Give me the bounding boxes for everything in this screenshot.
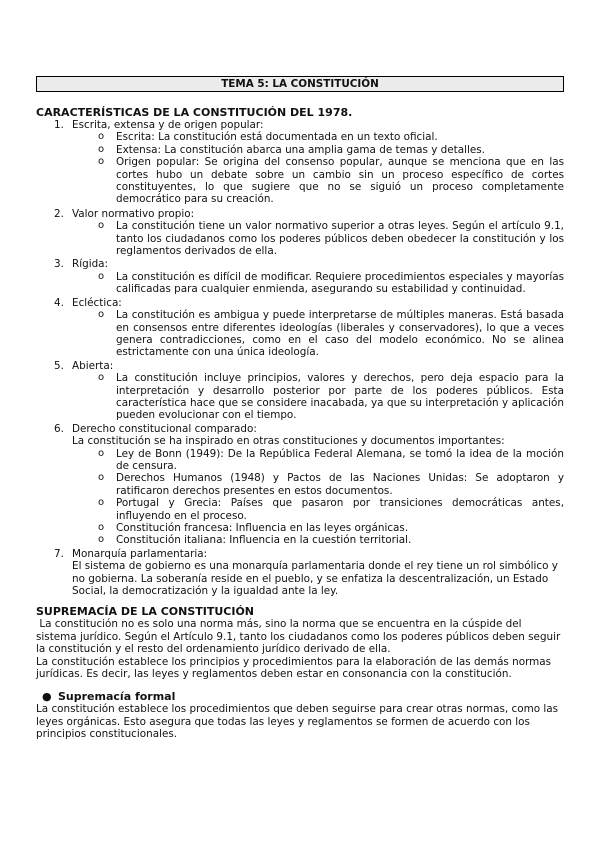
subheading-supremacia-formal [42, 690, 564, 704]
bullet-icon: ● [42, 690, 52, 704]
section-heading-caracteristicas: CARACTERÍSTICAS DE LA CONSTITUCIÓN DEL 1978. [36, 106, 353, 119]
list-number: 3. [54, 258, 64, 271]
list-item-intro: La constitución se ha inspirado en otras constituciones y documentos importantes: [72, 435, 505, 448]
sub-list-item [98, 522, 564, 534]
circle-bullet-icon: o [98, 156, 105, 168]
sub-list-item [98, 270, 564, 296]
sub-list-item [98, 156, 564, 206]
sub-list [72, 271, 564, 296]
circle-bullet-icon: o [98, 447, 105, 459]
circle-bullet-icon: o [98, 372, 105, 384]
circle-bullet-icon: o [98, 143, 105, 155]
circle-bullet-icon: o [98, 497, 105, 509]
list-number: 2. [54, 207, 64, 220]
paragraph: La constitución no es solo una norma más, sino la norma que se encuentra en la cúspide del sistema jurídico. Según el Artículo 9.1, tanto los ciudadanos como los poderes públicos deben seguir la constitución y el resto del ordenamiento jurídico derivado de ella. [36, 618, 564, 656]
list-item [54, 547, 564, 598]
list-item-label: Rígida: [72, 258, 109, 271]
circle-bullet-icon: o [98, 270, 105, 282]
circle-bullet-icon: o [98, 220, 105, 232]
sub-list-text: Portugal y Grecia: Países que pasaron por transiciones democráticas antes, influyendo en el proceso. [116, 497, 564, 522]
sub-list-text: Constitución francesa: Influencia en las leyes orgánicas. [116, 522, 409, 534]
list-item-intro: El sistema de gobierno es una monarquía parlamentaria donde el rey tiene un rol simbólico y no gobierna. La soberanía reside en el pueblo, y se enfatiza la descentralización, un Estado Social, la democratización y la igualdad ante la ley. [72, 560, 558, 598]
sub-list-text: Origen popular: Se origina del consenso popular, aunque se menciona que en las cortes hubo un debate sobre un cambio sin un proceso específico de cortes constituyentes, lo que sugiere que no se siguió un proceso completamente democrático para su creación. [116, 156, 564, 206]
sub-list-item [98, 472, 564, 497]
characteristics-list [36, 119, 564, 597]
sub-list-text: La constitución incluye principios, valores y derechos, pero deja espacio para la interpretación y desarrollo posterior por parte de los poderes públicos. Esta característica hace que se considere inacabada, ya que su interpretación y aplicación pueden evolucionar con el tiempo. [116, 372, 564, 422]
sub-list-item [98, 143, 564, 156]
list-item-label: Escrita, extensa y de origen popular: [72, 119, 264, 131]
sub-list [72, 220, 564, 257]
list-number: 4. [54, 296, 64, 309]
sub-list-text: Derechos Humanos (1948) y Pactos de las Naciones Unidas: Se adoptaron y ratificaron derechos presentes en estos documentos. [116, 472, 564, 497]
list-item-label: Ecléctica: [72, 296, 122, 309]
subheading-label: Supremacía formal [58, 690, 176, 704]
sub-list [72, 309, 564, 359]
list-number: 6. [54, 422, 64, 435]
section-heading-supremacia: SUPREMACÍA DE LA CONSTITUCIÓN [36, 605, 255, 619]
sub-list-text: Ley de Bonn (1949): De la República Federal Alemana, se tomó la idea de la moción de censura. [116, 447, 564, 472]
sub-list-text: La constitución tiene un valor normativo superior a otras leyes. Según el artículo 9.1, tanto los ciudadanos como los poderes públicos deben obedecer la constitución y los reglamentos derivados de ella. [116, 220, 564, 258]
sub-list [72, 131, 564, 205]
list-item-label: Valor normativo propio: [72, 207, 195, 220]
list-item [54, 359, 564, 422]
sub-list-text: Escrita: La constitución está documentada en un texto oficial. [116, 131, 438, 144]
sub-list-item [98, 309, 564, 359]
list-item-label: Derecho constitucional comparado: [72, 422, 257, 435]
sub-list-item [98, 220, 564, 258]
list-item [54, 119, 564, 206]
circle-bullet-icon: o [98, 472, 105, 484]
list-item-label: Abierta: [72, 359, 114, 372]
circle-bullet-icon: o [98, 522, 105, 533]
paragraph: La constitución establece los procedimientos que deben seguirse para crear otras normas, como las leyes orgánicas. Esto asegura que todas las leyes y reglamentos se formen de acuerdo con los principios constitucionales. [36, 703, 559, 741]
document-page [36, 76, 564, 741]
list-item [54, 258, 564, 296]
list-item [54, 296, 564, 359]
paragraph: La constitución establece los principios y procedimientos para la elaboración de las demás normas jurídicas. Es decir, las leyes y reglamentos deben estar en consonancia con la constitución. [36, 655, 552, 681]
sub-list-item [98, 534, 564, 547]
sub-list-text: La constitución es ambigua y puede interpretarse de múltiples maneras. Está basada en consensos entre diferentes ideologías (liberales y conservadores), lo que a veces genera contradicciones, como en el caso del modelo económico. No se alinea estrictamente con una única ideología. [116, 309, 564, 359]
circle-bullet-icon: o [98, 534, 105, 546]
list-item-label: Monarquía parlamentaria: [72, 547, 208, 560]
sub-list [72, 448, 564, 547]
sub-list-text: La constitución es difícil de modificar. Requiere procedimientos especiales y mayorías calificadas para cualquier enmienda, asegurando su estabilidad y continuidad. [116, 270, 564, 296]
sub-list [72, 372, 564, 422]
list-item [54, 207, 564, 258]
sub-list-text: Extensa: La constitución abarca una amplia gama de temas y detalles. [116, 143, 485, 156]
sub-list-item [98, 131, 564, 144]
circle-bullet-icon: o [98, 309, 105, 321]
document-title: TEMA 5: LA CONSTITUCIÓN [36, 76, 564, 92]
sub-list-text: Constitución italiana: Influencia en la cuestión territorial. [116, 534, 412, 547]
circle-bullet-icon: o [98, 131, 105, 143]
list-number: 7. [54, 547, 64, 560]
sub-list-item [98, 497, 564, 522]
sub-list-item [98, 447, 564, 473]
list-number: 5. [54, 359, 64, 372]
list-number: 1. [54, 119, 64, 131]
list-item [54, 422, 564, 547]
sub-list-item [98, 372, 564, 422]
